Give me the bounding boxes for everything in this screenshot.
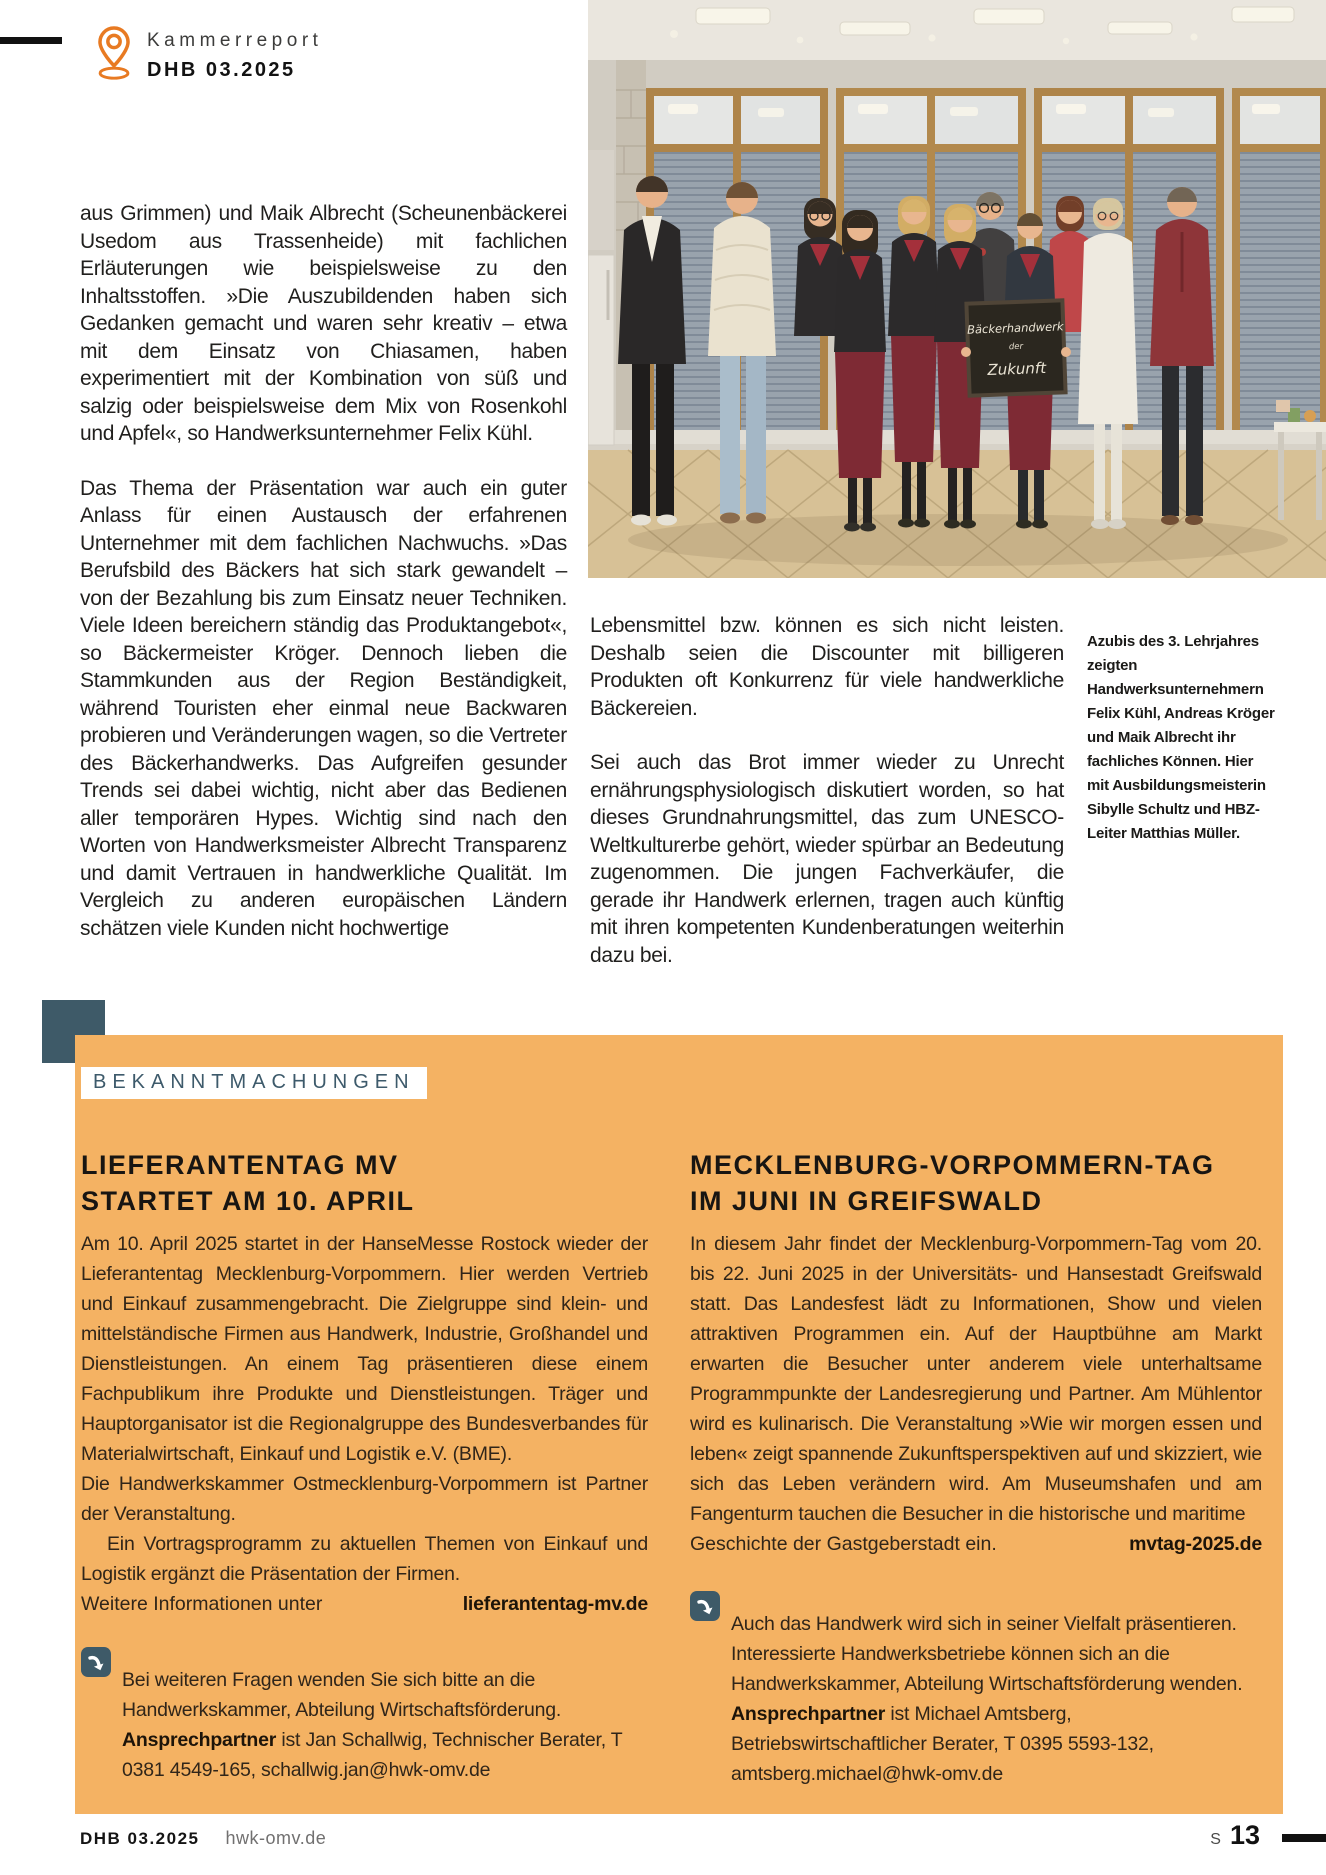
chalkboard-text: Bäckerhandwerk — [966, 319, 1064, 337]
announcement-paragraph: In diesem Jahr findet der Mecklenburg-Vorpommern-Tag vom 20. bis 22. Juni 2025 in der Universitäts- und Hansestadt Greifswald statt. Das Landesfest lädt zu Informationen, Show und vielen attraktiven Programmen ein. Auf der Hauptbühne am Markt erwarten die Besucher unter anderem viele unterhaltsame Programmpunkte der Landesregierung und Partner. Am Mühlentor wird es kulinarisch. Die Veranstaltung »Wie wir morgen essen und leben« zeigt spannende Zukunftsperspektiven auf und skizziert, wie sich das Leben verändern wird. Am Museumshafen und am Fangenturm tauchen die Besucher in die historische und maritime — [690, 1233, 1262, 1525]
footer-issue: DHB 03.2025 — [80, 1829, 200, 1848]
footer — [80, 1828, 326, 1849]
map-pin-icon — [95, 24, 133, 80]
contact-text: Auch das Handwerk wird sich in seiner Vielfalt präsentieren. Interessierte Handwerksbetriebe können sich an die Handwerkskammer, Abteilung Wirtschaftsförderung wenden. Ansprechpartner ist Michael Amtsberg, Betriebswirtschaftlicher Berater, T 0395 5593-132, amtsberg.michael@hwk-omv.de — [731, 1612, 1243, 1785]
announcement-title: MECKLENBURG-VORPOMMERN-TAG IM JUNI IN GREIFSWALD — [690, 1150, 1215, 1216]
group-photo — [588, 0, 1326, 578]
article-paragraph: Sei auch das Brot immer wieder zu Unrecht ernährungsphysiologisch diskutiert worden, so hat dieses Grundnahrungsmittel, das zum UNESCO-Weltkulturerbe gehört, wieder spürbar an Bedeutung zugenommen. Die jungen Fachverkäufer, die gerade ihr Handwerk erlernen, tragen auch künftig mit ihren kompetenten Kundenberatungen weiterhin dazu bei. — [590, 751, 1064, 967]
group-photo-illustration — [588, 0, 1326, 578]
article-column-2 — [590, 612, 1064, 996]
masthead — [147, 24, 322, 82]
article-column-1 — [80, 200, 567, 969]
contact-label: Ansprechpartner — [122, 1728, 277, 1751]
page-header — [95, 24, 322, 82]
page-number: S 13 — [1210, 1820, 1260, 1850]
chalkboard-text: Zukunft — [987, 358, 1047, 380]
brand-title: Kammerreport — [147, 30, 323, 51]
contact-block — [81, 1645, 648, 1804]
announcement-mv-tag — [690, 1099, 1262, 1808]
article-paragraph: aus Grimmen) und Maik Albrecht (Scheunenbäckerei Usedom aus Trassenheide) mit fachlichen Erläuterungen wie beispielsweise zu den Inhaltsstoffen. »Die Auszubildenden haben sich Gedanken gemacht und waren sehr kreativ – etwa mit dem Einsatz von Chiasamen, haben experimentiert mit der Kombination von süß und salzig oder beispielsweise dem Mix von Rosenkohl und Apfel«, so Handwerksunternehmer Felix Kühl. — [80, 202, 567, 445]
issue-label: DHB 03.2025 — [147, 59, 296, 81]
contact-label: Ansprechpartner — [731, 1702, 886, 1725]
article-paragraph: Das Thema der Präsentation war auch ein guter Anlass für einen Austausch der erfahrenen Unternehmer mit dem fachlichen Nachwuchs. »Das Berufsbild des Bäckers hat sich stark gewandelt – von der Bezahlung bis zum Einsatz neuer Techniken. Viele Ideen bereichern ständig das Produktangebot«, so Bäckermeister Kröger. Dennoch lieben die Stammkunden aus der Region Beständigkeit, während Touristen eher einmal neue Backwaren probieren und Veränderungen wagen, so die Vertreter des Bäckerhandwerks. Das Aufgreifen gesunder Trends sei dabei wichtig, nicht aber das Bedienen aller temporären Hypes. Wichtig sind nach den Worten von Handwerksmeister Albrecht Transparenz und damit Vertrauen in handwerkliche Qualität. Im Vergleich zu anderen europäischen Ländern schätzen viele Kunden nicht hochwertige — [80, 476, 567, 940]
jump-arrow-icon — [81, 1647, 111, 1677]
jump-arrow-icon — [690, 1591, 720, 1621]
announcement-lieferantentag — [81, 1099, 648, 1808]
contact-text: Bei weiteren Fragen wenden Sie sich bitte an die Handwerkskammer, Abteilung Wirtschaftsförderung. Ansprechpartner ist Jan Schallwig, Technischer Berater, T 0381 4549-165, schallwig.jan@hwk-omv.de — [122, 1668, 623, 1781]
top-left-rule — [0, 37, 62, 44]
info-link-row: Geschichte der Gastgeberstadt ein. mvtag-2025.de — [690, 1529, 1262, 1559]
website-link[interactable]: lieferantentag-mv.de — [462, 1593, 648, 1615]
announcement-paragraph: Ein Vortragsprogramm zu aktuellen Themen von Einkauf und Logistik ergänzt die Präsentation der Firmen. — [81, 1533, 648, 1585]
section-kicker: BEKANNTMACHUNGEN — [81, 1067, 427, 1099]
contact-block — [690, 1589, 1262, 1808]
info-link-row: Weitere Informationen unter lieferantentag-mv.de — [81, 1589, 648, 1619]
website-link[interactable]: mvtag-2025.de — [1129, 1533, 1262, 1555]
article-paragraph: Lebensmittel bzw. können es sich nicht leisten. Deshalb seien die Discounter mit billigeren Produkten oft Konkurrenz für viele handwerkliche Bäckereien. — [590, 614, 1064, 720]
announcement-title: LIEFERANTENTAG MV STARTET AM 10. APRIL — [81, 1150, 415, 1216]
announcement-paragraph: Am 10. April 2025 startet in der HanseMesse Rostock wieder der Lieferantentag Mecklenburg-Vorpommern. Hier werden Vertrieb und Einkauf zusammengebracht. Die Zielgruppe sind klein- und mittelständische Firmen aus Handwerk, Industrie, Großhandel und Dienstleistungen. An einem Tag präsentieren diese einem Fachpublikum ihre Produkte und Dienstleistungen. Träger und Hauptorganisator ist die Regionalgruppe des Bundesverbandes für Materialwirtschaft, Einkauf und Logistik e.V. (BME). — [81, 1233, 648, 1465]
bottom-right-rule — [1282, 1834, 1326, 1842]
announcement-paragraph: Die Handwerkskammer Ostmecklenburg-Vorpommern ist Partner der Veranstaltung. — [81, 1473, 648, 1525]
chalkboard-text: der — [1008, 341, 1024, 353]
announcements-section — [75, 1035, 1283, 1814]
photo-caption: Azubis des 3. Lehrjahres zeigten Handwerksunternehmern Felix Kühl, Andreas Kröger und Maik Albrecht ihr fachliches Können. Hier mit Ausbildungsmeisterin Sibylle Schultz und HBZ-Leiter Matthias Müller. — [1087, 633, 1275, 842]
footer-site-link[interactable]: hwk-omv.de — [225, 1828, 327, 1848]
